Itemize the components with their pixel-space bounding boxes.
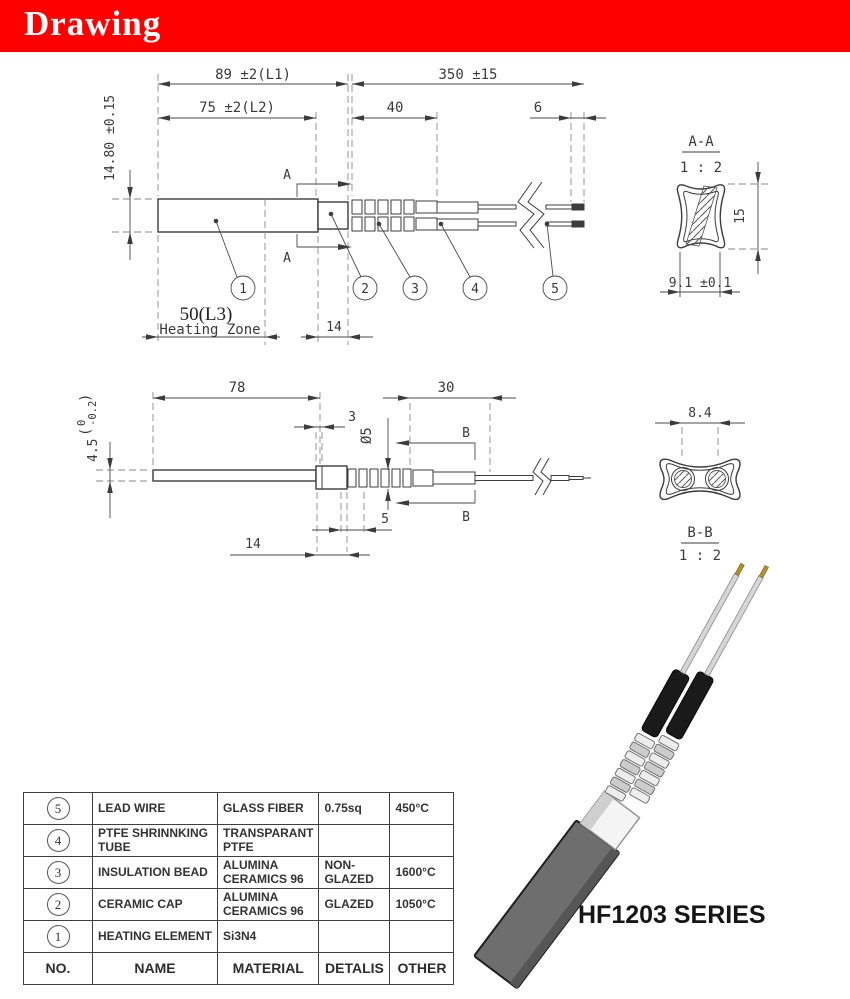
dim-45: 4.5: [86, 438, 101, 462]
section-b-marker: [395, 426, 475, 525]
part-other: [390, 825, 454, 857]
table-row: [24, 793, 454, 825]
page-title: Drawing: [24, 4, 162, 43]
product-lead-wire: [704, 576, 763, 676]
part-name: HEATING ELEMENT: [93, 921, 218, 953]
part-name: PTFE SHRINNKING TUBE: [93, 825, 218, 857]
callout-2: [329, 212, 377, 300]
part-material: TRANSPARANT PTFE: [218, 825, 319, 857]
section-a-letter-bottom: A: [283, 251, 291, 266]
part-material: Si3N4: [218, 921, 319, 953]
callout-5: [543, 222, 567, 300]
ceramic-cap: [318, 202, 348, 229]
dim-15: 15: [733, 208, 748, 224]
part-material: ALUMINA CERAMICS 96: [218, 857, 319, 889]
section-aa-view: [660, 134, 770, 297]
section-aa-scale: 1 : 2: [679, 160, 723, 176]
part-name: INSULATION BEAD: [93, 857, 218, 889]
section-a-letter-top: A: [283, 168, 291, 183]
table-row: [24, 857, 454, 889]
product-wire-tip: [759, 565, 768, 577]
part-name: LEAD WIRE: [93, 793, 218, 825]
dim-50l3: 50(L3): [179, 304, 233, 325]
dim-dia5: Ø5: [359, 427, 375, 444]
row-number-badge: 1: [47, 925, 70, 948]
series-label: HF1203 SERIES: [578, 901, 766, 929]
wire-break-symbol: [518, 182, 544, 248]
product-branch-left: [605, 559, 751, 801]
callout-3: [377, 222, 427, 300]
ceramic-cap-2: [316, 466, 347, 489]
dim-6: 6: [533, 100, 543, 116]
dim-5: 5: [381, 512, 389, 527]
dim-3: 3: [348, 410, 356, 425]
heating-element-body: [158, 199, 318, 232]
row-number-badge: 5: [47, 797, 70, 820]
section-b-letter-bottom: B: [462, 510, 470, 525]
dim-14-v2: 14: [245, 537, 261, 552]
product-wire-tip: [735, 563, 744, 575]
dim-l1: 89 ±2(L1): [215, 67, 291, 83]
section-bb-scale: 1 : 2: [678, 548, 722, 564]
header-details: DETALIS: [319, 953, 390, 985]
header-other: OTHER: [390, 953, 454, 985]
dim-40: 40: [386, 100, 404, 116]
part-other: [390, 921, 454, 953]
table-row: [24, 825, 454, 857]
part-details: NON-GLAZED: [319, 857, 390, 889]
heating-zone-label: Heating Zone: [159, 322, 261, 338]
svg-text:2: 2: [361, 282, 369, 297]
parts-table: [23, 792, 454, 985]
part-details: [319, 825, 390, 857]
dim-350: 350 ±15: [438, 67, 498, 83]
dim-91: 9.1 ±0.1: [668, 276, 732, 291]
dim-l2: 75 ±2(L2): [199, 100, 275, 116]
table-header-row: [24, 953, 454, 985]
svg-text:4: 4: [471, 282, 479, 297]
view2-side-drawing: [76, 380, 591, 558]
svg-text:0: 0: [76, 419, 88, 426]
product-branch-right: [629, 562, 775, 804]
product-lead-wire: [680, 574, 739, 674]
part-other: 1600°C: [390, 857, 454, 889]
section-bb-title: B-B: [687, 525, 713, 541]
dim-30: 30: [437, 380, 455, 396]
row-number-badge: 3: [47, 861, 70, 884]
dim-84: 8.4: [688, 406, 712, 421]
lead-wires: [478, 204, 584, 227]
svg-text:5: 5: [551, 282, 559, 297]
header-no: NO.: [24, 953, 93, 985]
part-name: CERAMIC CAP: [93, 889, 218, 921]
insulation-beads: [352, 200, 437, 231]
section-b-letter-top: B: [462, 426, 470, 441]
svg-text:-0.2: -0.2: [87, 400, 99, 426]
section-aa-title: A-A: [688, 134, 714, 150]
svg-text:1: 1: [239, 282, 247, 297]
view1-side-drawing: [103, 67, 606, 345]
table-row: [24, 921, 454, 953]
part-material: GLASS FIBER: [218, 793, 319, 825]
insulation-beads-2: [348, 469, 475, 487]
dim-14: 14: [326, 320, 342, 335]
svg-text:3: 3: [411, 282, 419, 297]
callout-4: [439, 222, 487, 300]
dim-height: 14.80 ±0.15: [103, 94, 118, 181]
part-material: ALUMINA CERAMICS 96: [218, 889, 319, 921]
heating-rod: [153, 470, 316, 481]
dim-45-tolerance: [76, 394, 99, 436]
wire-break-symbol-2: [533, 458, 543, 495]
header-material: MATERIAL: [218, 953, 319, 985]
ptfe-shrink-tubes: [437, 202, 478, 230]
svg-text:(: (: [78, 427, 94, 436]
header-name: NAME: [93, 953, 218, 985]
svg-text:): ): [78, 393, 94, 402]
part-details: GLAZED: [319, 889, 390, 921]
row-number-badge: 2: [47, 893, 70, 916]
dim-78: 78: [228, 380, 246, 396]
section-bb-view: [655, 406, 745, 564]
row-number-badge: 4: [47, 829, 70, 852]
part-details: [319, 921, 390, 953]
lead-wire-2: [475, 476, 591, 481]
part-details: 0.75sq: [319, 793, 390, 825]
part-other: 1050°C: [390, 889, 454, 921]
part-other: 450°C: [390, 793, 454, 825]
table-row: [24, 889, 454, 921]
